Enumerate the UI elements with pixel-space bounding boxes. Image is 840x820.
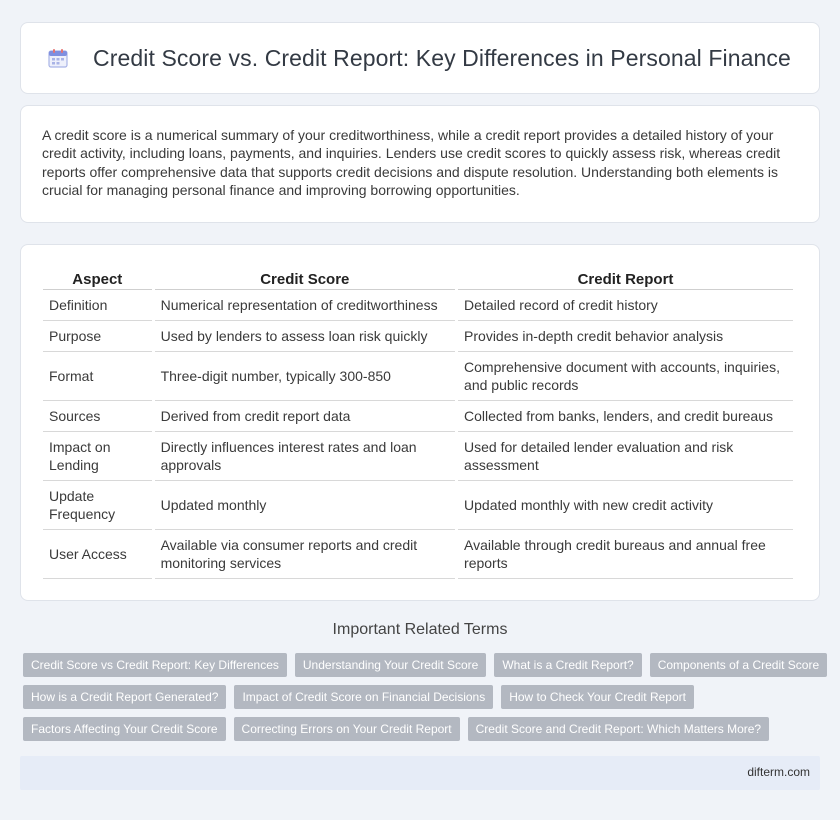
tag-row	[23, 717, 823, 741]
row-credit-report: Comprehensive document with accounts, inquiries, and public records	[458, 352, 793, 401]
table-row	[43, 321, 793, 352]
row-aspect: Definition	[43, 290, 152, 321]
table-row	[43, 352, 793, 401]
row-credit-score: Directly influences interest rates and loan approvals	[155, 432, 455, 481]
row-credit-report: Updated monthly with new credit activity	[458, 481, 793, 530]
page-title: Credit Score vs. Credit Report: Key Differences in Personal Finance	[93, 44, 791, 71]
row-credit-score: Three-digit number, typically 300-850	[155, 352, 455, 401]
header-credit-report: Credit Report	[458, 266, 793, 290]
row-credit-score: Available via consumer reports and credit monitoring services	[155, 530, 455, 579]
calendar-icon	[47, 47, 69, 69]
header-card	[20, 22, 820, 94]
tag-row	[23, 653, 823, 677]
table-row	[43, 530, 793, 579]
row-aspect: Update Frequency	[43, 481, 152, 530]
comparison-table-card	[20, 244, 820, 601]
row-aspect: User Access	[43, 530, 152, 579]
row-credit-report: Used for detailed lender evaluation and risk assessment	[458, 432, 793, 481]
related-terms-title: Important Related Terms	[332, 621, 508, 638]
row-credit-score: Updated monthly	[155, 481, 455, 530]
intro-paragraph: A credit score is a numerical summary of your creditworthiness, while a credit report provides a detailed history of your credit activity, including loans, payments, and inquiries. Lenders use credit scores to quickly assess risk, whereas credit reports offer comprehensive data that supports credit decisions and dispute resolution. Understanding both elements is crucial for managing personal finance and improving borrowing opportunities.	[42, 127, 781, 198]
tag-link[interactable]: How to Check Your Credit Report	[501, 685, 694, 709]
tag-link[interactable]: Credit Score vs Credit Report: Key Differences	[23, 653, 287, 677]
intro-card	[20, 105, 820, 223]
table-header-row	[43, 266, 793, 290]
tag-link[interactable]: How is a Credit Report Generated?	[23, 685, 226, 709]
header-credit-score: Credit Score	[155, 266, 455, 290]
tag-link[interactable]: Correcting Errors on Your Credit Report	[234, 717, 460, 741]
header-aspect: Aspect	[43, 266, 152, 290]
table-row	[43, 481, 793, 530]
row-credit-score: Used by lenders to assess loan risk quickly	[155, 321, 455, 352]
row-credit-score: Numerical representation of creditworthiness	[155, 290, 455, 321]
row-aspect: Format	[43, 352, 152, 401]
row-aspect: Impact on Lending	[43, 432, 152, 481]
table-row	[43, 432, 793, 481]
tag-row	[23, 685, 823, 709]
comparison-table	[40, 266, 796, 579]
tag-link[interactable]: Factors Affecting Your Credit Score	[23, 717, 226, 741]
tag-link[interactable]: Credit Score and Credit Report: Which Matters More?	[468, 717, 769, 741]
footer-site-link[interactable]: difterm.com	[747, 765, 810, 779]
footer	[20, 756, 820, 790]
row-aspect: Purpose	[43, 321, 152, 352]
row-credit-report: Detailed record of credit history	[458, 290, 793, 321]
row-credit-report: Available through credit bureaus and annual free reports	[458, 530, 793, 579]
row-aspect: Sources	[43, 401, 152, 432]
tag-link[interactable]: Components of a Credit Score	[650, 653, 827, 677]
tag-link[interactable]: Understanding Your Credit Score	[295, 653, 486, 677]
tag-link[interactable]: What is a Credit Report?	[494, 653, 641, 677]
row-credit-score: Derived from credit report data	[155, 401, 455, 432]
row-credit-report: Collected from banks, lenders, and credit bureaus	[458, 401, 793, 432]
table-row	[43, 290, 793, 321]
tag-link[interactable]: Impact of Credit Score on Financial Decisions	[234, 685, 493, 709]
row-credit-report: Provides in-depth credit behavior analysis	[458, 321, 793, 352]
related-terms-tags	[23, 653, 823, 749]
table-row	[43, 401, 793, 432]
